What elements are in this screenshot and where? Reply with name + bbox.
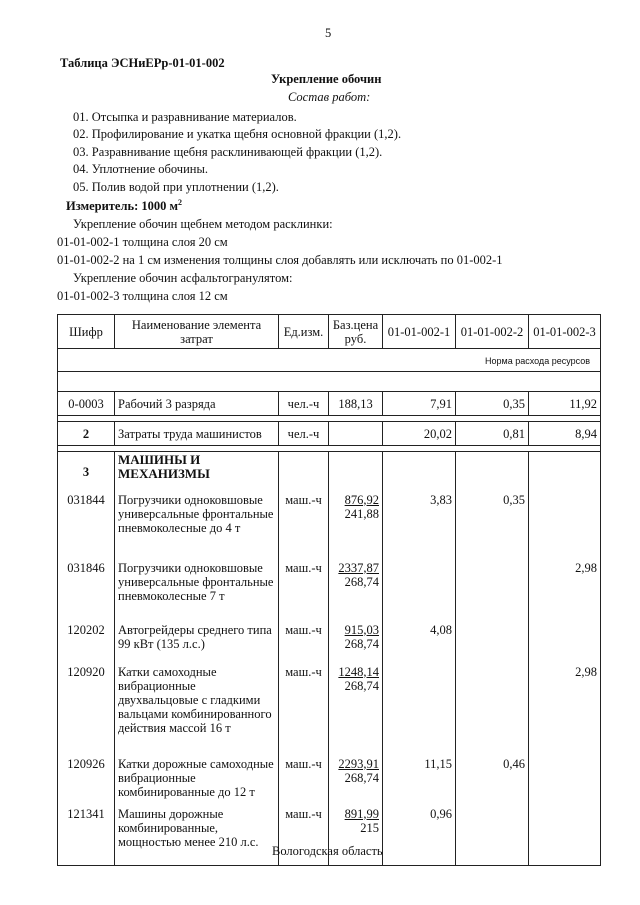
table-row: 0-0003 Рабочий 3 разряда чел.-ч 188,13 7,91 0,35 11,92 [58, 392, 601, 416]
text-line: Укрепление обочин щебнем методом расклинки: [73, 217, 333, 231]
table-row: 120926 Катки дорожные самоходные вибрационные комбинированные до 12 т маш.-ч 2293,91 268,74 11,15 0,46 [58, 756, 601, 806]
resource-table [57, 314, 601, 866]
group-row: 3 МАШИНЫ И МЕХАНИЗМЫ [58, 452, 601, 492]
composition-title: Состав работ: [288, 90, 371, 104]
work-item: 04. Уплотнение обочины. [73, 162, 208, 176]
header-price: Баз.цена руб. [329, 315, 383, 349]
header-col2: 01-01-002-2 [456, 315, 529, 349]
work-item: 03. Разравнивание щебня расклинивающей фракции (1,2). [73, 145, 383, 159]
table-row: 031846 Погрузчики одноковшовые универсальные фронтальные пневмоколесные 7 т маш.-ч 2337,87 268,74 2,98 [58, 560, 601, 622]
work-item: 01. Отсыпка и разравнивание материалов. [73, 110, 297, 124]
meter-label: Измеритель: 1000 $м^2$ [66, 198, 183, 214]
header-col3: 01-01-002-3 [529, 315, 601, 349]
table-row: 2 Затраты труда машинистов чел.-ч 20,02 0,81 8,94 [58, 422, 601, 446]
header-unit: Ед.изм. [279, 315, 329, 349]
header-name: Наименование элемента затрат [115, 315, 279, 349]
text-line: 01-01-002-2 на 1 см изменения толщины слоя добавлять или исключать по 01-002-1 [57, 253, 503, 267]
table-row: 031844 Погрузчики одноковшовые универсальные фронтальные пневмоколесные до 4 т маш.-ч 876,92 241,88 3,83 0,35 [58, 492, 601, 560]
table-row: 121341 Машины дорожные комбинированные, мощностью менее 210 л.с. маш.-ч 891,99 215 0,96 [58, 806, 601, 866]
header-code: Шифр [58, 315, 115, 349]
header-col1: 01-01-002-1 [383, 315, 456, 349]
table-header-row [58, 315, 601, 349]
text-line: Укрепление обочин асфальтогранулятом: [73, 271, 293, 285]
text-line: 01-01-002-3 толщина слоя 12 см [57, 289, 228, 303]
work-item: 05. Полив водой при уплотнении (1,2). [73, 180, 279, 194]
footer-region: Вологодская область [272, 844, 383, 858]
norm-label: Норма расхода ресурсов [58, 349, 601, 372]
table-row: 120920 Катки самоходные вибрационные двухвальцовые с гладкими вальцами комбинированного действия массой 16 т маш.-ч 1248,14 268,74 2,98 [58, 664, 601, 756]
table-row: 120202 Автогрейдеры среднего типа 99 кВт (135 л.с.) маш.-ч 915,03 268,74 4,08 [58, 622, 601, 664]
table-label: Таблица ЭСНиЕРр-01-01-002 [60, 56, 225, 70]
text-line: 01-01-002-1 толщина слоя 20 см [57, 235, 228, 249]
page-number: 5 [325, 26, 332, 40]
work-item: 02. Профилирование и укатка щебня основной фракции (1,2). [73, 127, 402, 141]
section-title: Укрепление обочин [271, 72, 382, 86]
